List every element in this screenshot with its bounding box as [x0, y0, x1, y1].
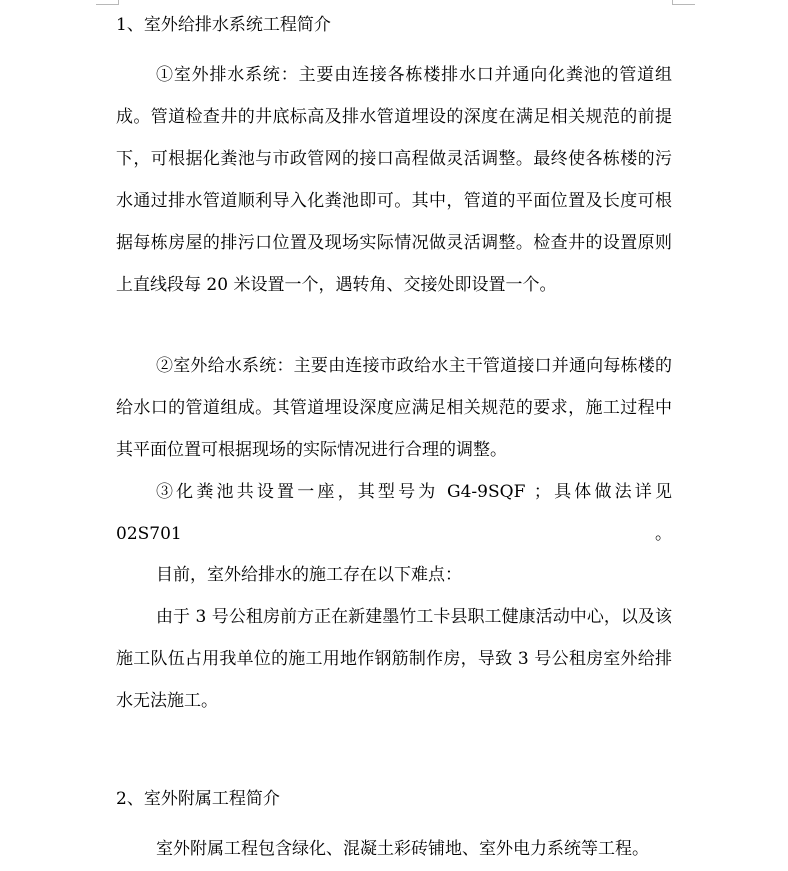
page-corner-mark-right: [672, 0, 695, 5]
paragraph-water-supply-system: ②室外给水系统：主要由连接市政给水主干管道接口并通向每栋楼的给水口的管道组成。其管道埋设深度应满足相关规范的要求，施工过程中其平面位置可根据现场的实际情况进行合理的调整。: [116, 356, 672, 460]
paragraph-difficulties-intro: 目前，室外给排水的施工存在以下难点：: [156, 565, 462, 585]
paragraph-septic-tank: ③化粪池共设置一座，其型号为 G4-9SQF ；具体做法详见 02S701。: [116, 482, 672, 544]
paragraph-drainage-system: ①室外排水系统：主要由连接各栋楼排水口并通向化粪池的管道组成。管道检查井的井底标高及排水管道埋设的深度在满足相关规范的前提下，可根据化粪池与市政管网的接口高程做灵活调整。最终使各栋楼的污水通过排水管道顺利导入化粪池即可。其中，管道的平面位置及长度可根据每栋房屋的排污口位置及现场实际情况做灵活调整。检查井的设置原则上直线段每 20 米设置一个，遇转角、交接处即设置一个。: [116, 65, 672, 295]
page-corner-mark-left: [96, 0, 119, 5]
paragraph-difficulties-detail: 由于 3 号公租房前方正在新建墨竹工卡县职工健康活动中心，以及该施工队伍占用我单位的施工用地作钢筋制作房，导致 3 号公租房室外给排水无法施工。: [116, 607, 672, 711]
paragraph-ancillary-works: 室外附属工程包含绿化、混凝土彩砖铺地、室外电力系统等工程。: [156, 839, 649, 859]
section-1-heading: 1、室外给排水系统工程简介: [116, 15, 331, 35]
section-2-heading: 2、室外附属工程简介: [116, 789, 280, 809]
